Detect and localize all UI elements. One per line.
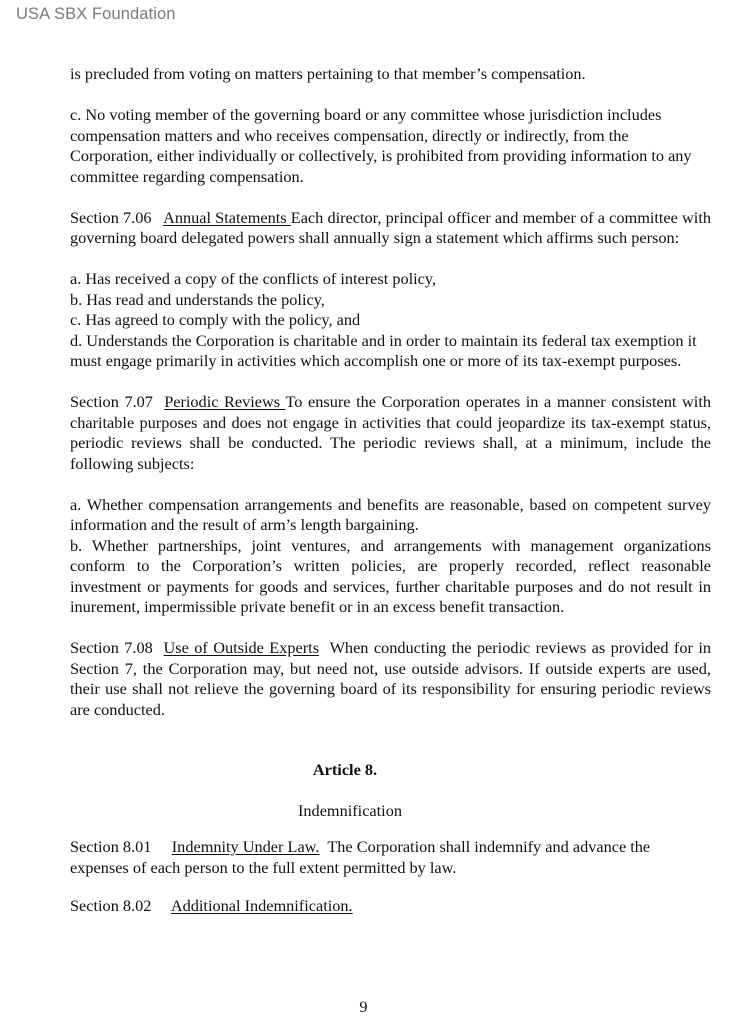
section-heading: Indemnity Under Law.	[171, 837, 320, 856]
section-number: Section 7.08	[70, 638, 153, 657]
list-item: c. Has agreed to comply with the policy, and	[70, 310, 361, 329]
section-heading: Use of Outside Experts	[163, 638, 320, 657]
section-7-07	[70, 392, 711, 474]
document-page	[70, 64, 711, 917]
section-text: Each director, principal officer and member of a committee with governing board delegated powers shall annually sign a statement which affirms such person:	[70, 207, 711, 247]
section-heading: Periodic Reviews	[164, 392, 286, 411]
affirmation-list	[70, 269, 711, 372]
document-header: USA SBX Foundation	[16, 5, 176, 23]
continuation-paragraph: is precluded from voting on matters pertaining to that member’s compensation.	[70, 64, 586, 83]
section-number: Section 7.07	[70, 392, 153, 411]
section-7-06	[70, 208, 711, 249]
section-8-01	[70, 837, 711, 878]
list-item: a. Whether compensation arrangements and benefits are reasonable, based on competent survey information and the result of arm’s length bargaining.	[70, 494, 711, 534]
list-item: d. Understands the Corporation is charitable and in order to maintain its federal tax exemption it must engage primarily in activities which accomplish one or more of its tax-exempt purposes.	[70, 330, 697, 370]
section-8-02	[70, 896, 711, 917]
article-subtitle: Indemnification	[298, 800, 402, 820]
page-number: 9	[359, 997, 368, 1016]
section-heading: Additional Indemnification.	[170, 896, 353, 915]
review-subjects-list	[70, 495, 711, 618]
article-title: Article 8.	[312, 760, 378, 779]
section-text: The Corporation shall indemnify and advance the expenses of each person to the full extent permitted by law.	[70, 837, 651, 877]
section-text: To ensure the Corporation operates in a manner consistent with charitable purposes and does not engage in activities that could jeopardize its tax-exempt status, periodic reviews shall be conducted. The periodic reviews shall, at a minimum, include the following subjects:	[70, 392, 711, 473]
compensation-item-c: c. No voting member of the governing board or any committee whose jurisdiction includes compensation matters and who receives compensation, directly or indirectly, from the Corporation, either individually or collectively, is prohibited from providing information to any committee regarding compensation.	[70, 105, 692, 186]
section-number: Section 8.02	[70, 896, 152, 915]
list-item: b. Whether partnerships, joint ventures, and arrangements with management organizations conform to the Corporation’s written policies, are properly recorded, reflect reasonable investment or payments for goods and services, further charitable purposes and do not result in inurement, impermissible private benefit or in an excess benefit transaction.	[70, 535, 711, 616]
section-heading: Annual Statements	[163, 207, 291, 227]
section-number: Section 8.01	[70, 837, 152, 856]
list-item: b. Has read and understands the policy,	[70, 289, 325, 309]
section-number: Section 7.06	[70, 207, 152, 227]
section-7-08	[70, 638, 711, 720]
list-item: a. Has received a copy of the conflicts of interest policy,	[70, 269, 437, 288]
section-text: When conducting the periodic reviews as provided for in Section 7, the Corporation may, but need not, use outside advisors. If outside experts are used, their use shall not relieve the governing board of its responsibility for ensuring periodic reviews are conducted.	[70, 638, 711, 719]
